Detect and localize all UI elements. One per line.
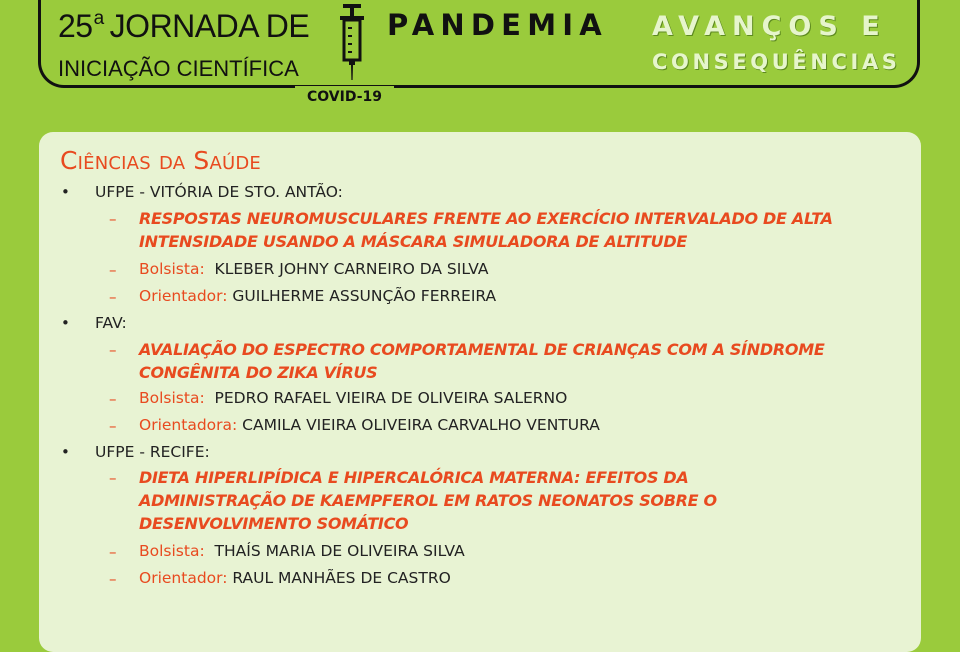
student-name: THAÍS MARIA DE OLIVEIRA SILVA: [214, 542, 465, 560]
advisor-label: Orientadora:: [139, 416, 238, 434]
advisor-row: [139, 416, 600, 434]
syringe-icon: [337, 0, 367, 86]
bullet-icon: •: [61, 443, 70, 461]
advisor-name: CAMILA VIEIRA OLIVEIRA CARVALHO VENTURA: [242, 416, 600, 434]
student-name: KLEBER JOHNY CARNEIRO DA SILVA: [214, 260, 489, 278]
jornada-line1-text: JORNADA DE: [109, 8, 310, 44]
dash-icon: –: [109, 469, 117, 487]
advisor-name: RAUL MANHÃES DE CASTRO: [232, 569, 451, 587]
advisor-row: [139, 569, 451, 587]
dash-icon: –: [109, 210, 117, 228]
dash-icon: –: [109, 288, 117, 306]
project-title-line: DIETA HIPERLIPÍDICA E HIPERCALÓRICA MATERNA: EFEITOS DA: [139, 468, 689, 487]
institution-label: FAV:: [95, 314, 127, 332]
advisor-label: Orientador:: [139, 287, 228, 305]
jornada-superscript: a: [93, 8, 104, 29]
consequencias-title: CONSEQUÊNCIAS: [652, 50, 901, 74]
project-title-line: ADMINISTRAÇÃO DE KAEMPFEROL EM RATOS NEONATOS SOBRE O: [139, 491, 717, 510]
advisor-name: GUILHERME ASSUNÇÃO FERREIRA: [232, 287, 497, 305]
dash-icon: –: [109, 570, 117, 588]
bullet-icon: •: [61, 183, 70, 201]
advisor-row: [139, 287, 496, 305]
project-title-line: CONGÊNITA DO ZIKA VÍRUS: [139, 363, 378, 382]
jornada-title: [58, 8, 309, 45]
dash-icon: –: [109, 390, 117, 408]
student-row: [139, 260, 488, 278]
student-row: [139, 389, 567, 407]
project-title-line: RESPOSTAS NEUROMUSCULARES FRENTE AO EXERCÍCIO INTERVALADO DE ALTA: [139, 209, 833, 228]
student-label: Bolsista:: [139, 542, 205, 560]
student-row: [139, 542, 465, 560]
student-name: PEDRO RAFAEL VIEIRA DE OLIVEIRA SALERNO: [214, 389, 568, 407]
advisor-label: Orientador:: [139, 569, 228, 587]
jornada-subtitle: INICIAÇÃO CIENTÍFICA: [58, 56, 299, 81]
institution-label: UFPE - VITÓRIA DE STO. ANTÃO:: [95, 183, 343, 201]
dash-icon: –: [109, 543, 117, 561]
project-title-line: DESENVOLVIMENTO SOMÁTICO: [139, 514, 409, 533]
project-title-line: INTENSIDADE USANDO A MÁSCARA SIMULADORA DE ALTITUDE: [139, 232, 687, 251]
project-title-line: AVALIAÇÃO DO ESPECTRO COMPORTAMENTAL DE CRIANÇAS COM A SÍNDROME: [139, 340, 825, 359]
covid-label-wrap: [295, 86, 394, 108]
avancos-title: AVANÇOS E: [652, 11, 887, 42]
dash-icon: –: [109, 341, 117, 359]
section-title: Ciências da Saúde: [60, 146, 261, 175]
jornada-number: 25: [58, 8, 93, 44]
student-label: Bolsista:: [139, 260, 205, 278]
student-label: Bolsista:: [139, 389, 205, 407]
bullet-icon: •: [61, 314, 70, 332]
dash-icon: –: [109, 417, 117, 435]
pandemia-title: PANDEMIA: [387, 8, 608, 42]
dash-icon: –: [109, 261, 117, 279]
covid-label: COVID-19: [307, 89, 383, 105]
institution-label: UFPE - RECIFE:: [95, 443, 210, 461]
